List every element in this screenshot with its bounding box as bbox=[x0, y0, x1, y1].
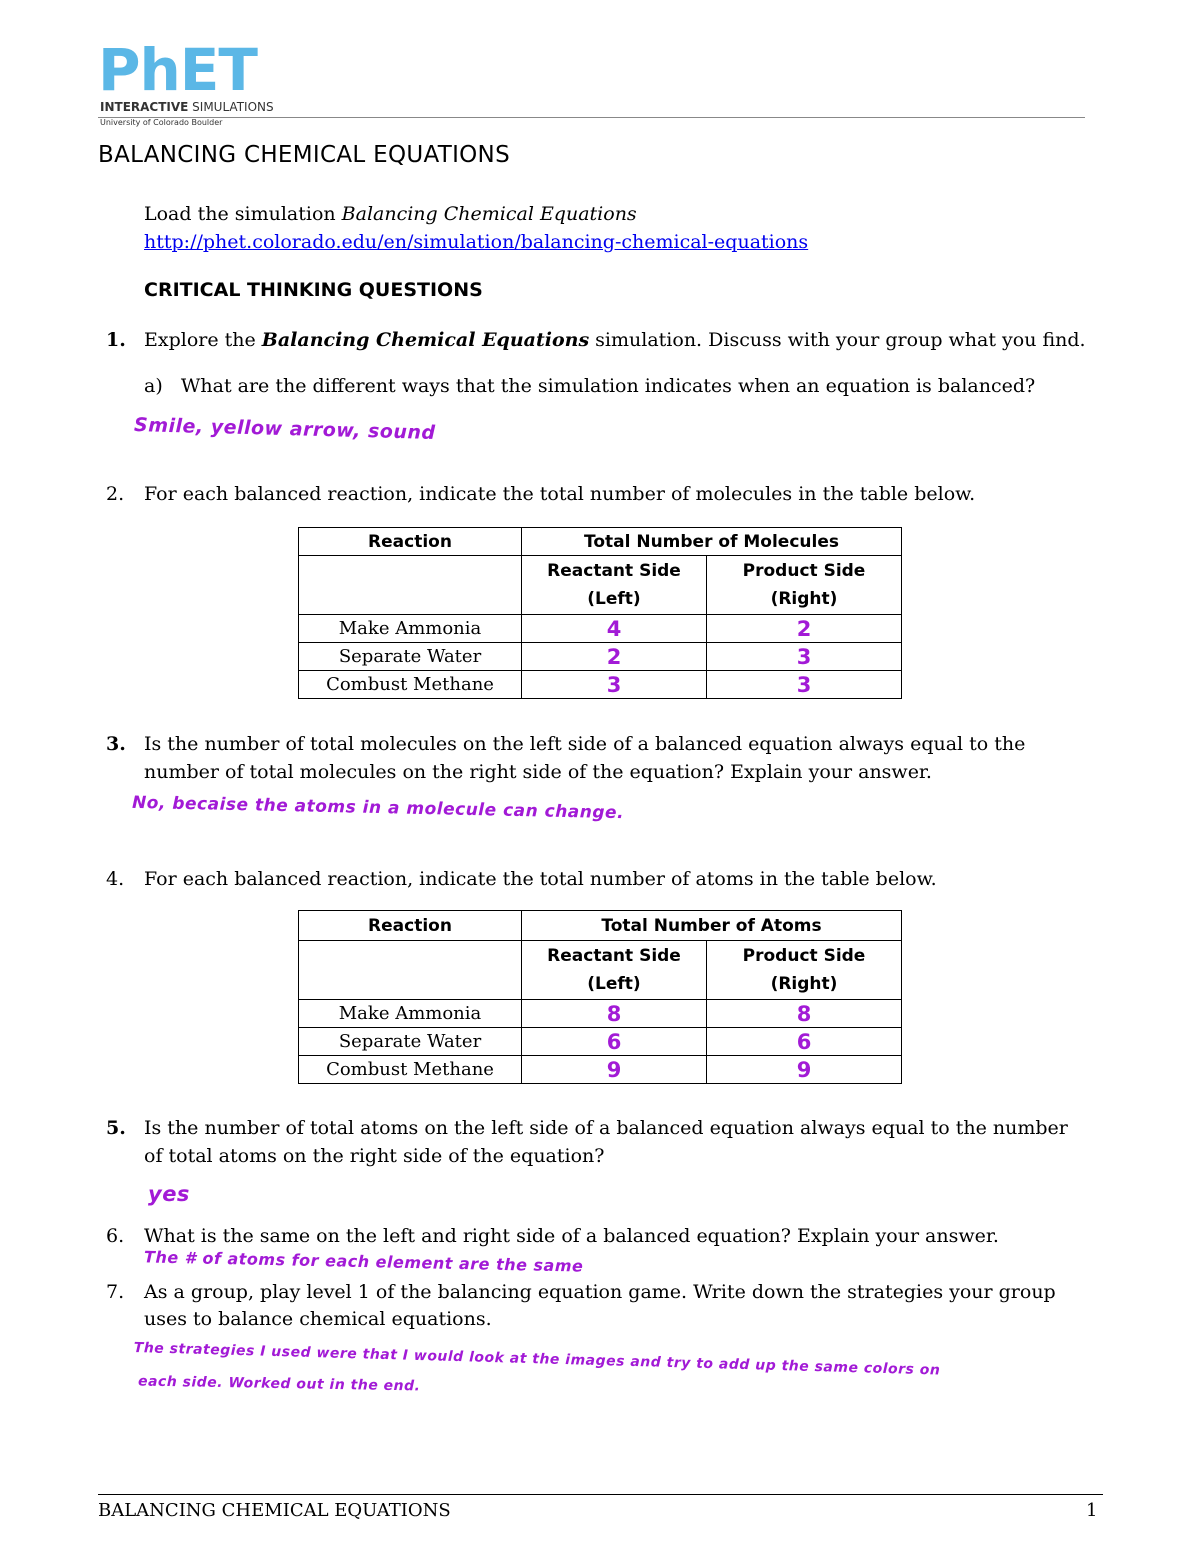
header-reactant-side: Reactant Side (Left) bbox=[522, 556, 707, 615]
header-reaction: Reaction bbox=[299, 911, 522, 941]
load-instruction: Load the simulation Balancing Chemical Equations bbox=[144, 203, 637, 225]
answer-7-line2: each side. Worked out in the end. bbox=[137, 1373, 421, 1395]
header-divider bbox=[98, 117, 1085, 118]
reaction-name: Separate Water bbox=[299, 643, 522, 671]
table-row bbox=[299, 1056, 902, 1084]
answer-7-line1: The strategies I used were that I would look at the images and try to add up the same colors on bbox=[133, 1340, 941, 1379]
header-total-molecules: Total Number of Molecules bbox=[522, 528, 902, 556]
header-total-atoms: Total Number of Atoms bbox=[522, 911, 902, 941]
answer-left: 4 bbox=[522, 615, 707, 643]
answer-right: 3 bbox=[707, 671, 902, 699]
header-product-side: Product Side (Right) bbox=[707, 941, 902, 1000]
atoms-table bbox=[298, 910, 902, 1084]
question-1a: a) What are the different ways that the simulation indicates when an equation is balanced? bbox=[144, 375, 1036, 397]
answer-left: 3 bbox=[522, 671, 707, 699]
table-row bbox=[299, 1028, 902, 1056]
question-text: What is the same on the left and right side of a balanced equation? Explain your answer. bbox=[144, 1225, 999, 1247]
answer-6: The # of atoms for each element are the same bbox=[143, 1247, 584, 1276]
question-number: 3. bbox=[106, 733, 126, 755]
question-text-line2: number of total molecules on the right side of the equation? Explain your answer. bbox=[144, 761, 932, 783]
question-text-line1: As a group, play level 1 of the balancing equation game. Write down the strategies your group bbox=[144, 1281, 1056, 1303]
reaction-name: Combust Methane bbox=[299, 671, 522, 699]
table-row bbox=[299, 615, 902, 643]
molecules-table bbox=[298, 527, 902, 699]
table-row bbox=[299, 1000, 902, 1028]
answer-left: 8 bbox=[522, 1000, 707, 1028]
question-1 bbox=[0, 329, 1200, 355]
question-7 bbox=[0, 1281, 1200, 1337]
question-text-line1: Is the number of total molecules on the left side of a balanced equation always equal to the bbox=[144, 733, 1026, 755]
header-product-side: Product Side (Right) bbox=[707, 556, 902, 615]
answer-5: yes bbox=[148, 1182, 190, 1206]
simulation-link[interactable]: http://phet.colorado.edu/en/simulation/balancing-chemical-equations bbox=[144, 231, 809, 253]
question-2 bbox=[0, 483, 1200, 509]
question-5 bbox=[0, 1117, 1200, 1173]
question-text-line1: Is the number of total atoms on the left side of a balanced equation always equal to the number bbox=[144, 1117, 1068, 1139]
question-number: 2. bbox=[106, 483, 125, 505]
answer-left: 6 bbox=[522, 1028, 707, 1056]
footer-title: BALANCING CHEMICAL EQUATIONS bbox=[98, 1500, 451, 1521]
question-text: For each balanced reaction, indicate the total number of molecules in the table below. bbox=[144, 483, 976, 505]
phet-logo bbox=[98, 36, 278, 132]
question-number: 5. bbox=[106, 1117, 126, 1139]
question-text: Explore the Balancing Chemical Equations simulation. Discuss with your group what you find. bbox=[144, 329, 1086, 351]
logo-university: University of Colorado Boulder bbox=[100, 118, 223, 127]
reaction-name: Separate Water bbox=[299, 1028, 522, 1056]
table-row bbox=[299, 643, 902, 671]
answer-right: 8 bbox=[707, 1000, 902, 1028]
footer-divider bbox=[98, 1494, 1103, 1495]
question-text-line2: uses to balance chemical equations. bbox=[144, 1308, 492, 1330]
page-number: 1 bbox=[1086, 1500, 1098, 1521]
answer-right: 2 bbox=[707, 615, 902, 643]
question-3 bbox=[0, 733, 1200, 789]
answer-3: No, becaise the atoms in a molecule can change. bbox=[131, 792, 625, 824]
answer-right: 6 bbox=[707, 1028, 902, 1056]
logo-subtitle: INTERACTIVE SIMULATIONS bbox=[100, 100, 274, 114]
question-6 bbox=[0, 1225, 1200, 1251]
section-heading: CRITICAL THINKING QUESTIONS bbox=[144, 279, 483, 301]
header-empty bbox=[299, 941, 522, 1000]
question-text-line2: of total atoms on the right side of the equation? bbox=[144, 1145, 605, 1167]
answer-1a: Smile, yellow arrow, sound bbox=[133, 414, 436, 444]
answer-right: 9 bbox=[707, 1056, 902, 1084]
answer-right: 3 bbox=[707, 643, 902, 671]
reaction-name: Make Ammonia bbox=[299, 1000, 522, 1028]
question-number: 7. bbox=[106, 1281, 125, 1303]
question-4 bbox=[0, 868, 1200, 894]
logo-wordmark: PhET bbox=[98, 36, 257, 104]
answer-left: 9 bbox=[522, 1056, 707, 1084]
question-number: 4. bbox=[106, 868, 125, 890]
header-empty bbox=[299, 556, 522, 615]
header-reaction: Reaction bbox=[299, 528, 522, 556]
table-row bbox=[299, 671, 902, 699]
question-text: For each balanced reaction, indicate the total number of atoms in the table below. bbox=[144, 868, 937, 890]
reaction-name: Make Ammonia bbox=[299, 615, 522, 643]
header-reactant-side: Reactant Side (Left) bbox=[522, 941, 707, 1000]
question-number: 1. bbox=[106, 329, 126, 351]
page-title: BALANCING CHEMICAL EQUATIONS bbox=[98, 142, 510, 168]
question-number: 6. bbox=[106, 1225, 125, 1247]
answer-left: 2 bbox=[522, 643, 707, 671]
reaction-name: Combust Methane bbox=[299, 1056, 522, 1084]
